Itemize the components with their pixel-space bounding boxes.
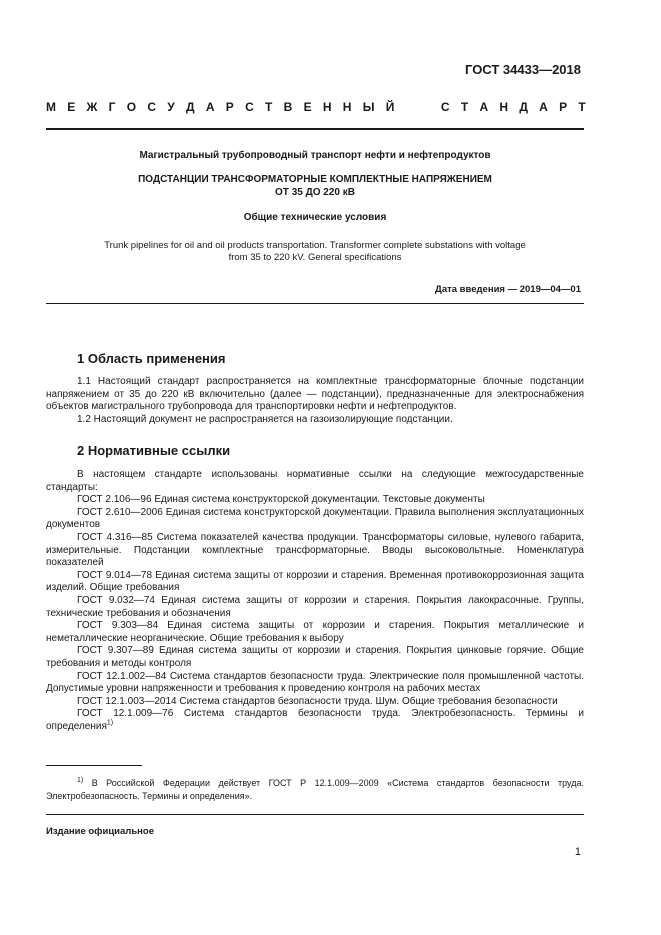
reference-text: ГОСТ 12.1.009—76 Система стандартов безопасности труда. Электробезопасность. Термины и определения: [46, 708, 584, 732]
subtitle: Общие технические условия: [243, 212, 387, 223]
heading-letter: С: [245, 100, 254, 114]
header-divider: [46, 128, 584, 130]
reference-item: ГОСТ 9.014—78 Единая система защиты от коррозии и старения. Временная противокоррозионная защита изделий. Общие требования: [46, 569, 584, 594]
main-title-line-b: ОТ 35 ДО 220 кВ: [275, 187, 355, 198]
footer-divider: [46, 814, 584, 815]
footnote-number: 1): [77, 777, 84, 784]
date-divider: [46, 303, 584, 304]
section-2-heading: 2 Нормативные ссылки: [77, 443, 231, 458]
reference-item: ГОСТ 2.106—96 Единая система конструкторской документации. Текстовые документы: [77, 494, 485, 506]
heading-letter: Н: [322, 100, 332, 114]
english-title-line-b: from 35 to 220 kV. General specifications: [228, 252, 402, 263]
reference-item: ГОСТ 4.316—85 Система показателей качества продукции. Трансформаторы силовые, нулевого габарита, измерительные. Подстанции комплектные трансформаторные. Вводы высоковольтные. Номенклатура показателей: [46, 531, 584, 569]
main-title: [46, 173, 584, 199]
heading-letter: А: [479, 100, 489, 114]
heading-letter: Т: [265, 100, 273, 114]
reference-item: ГОСТ 9.307—89 Единая система защиты от коррозии и старения. Покрытия цинковые горячие. Общие требования и методы контроля: [46, 645, 584, 669]
paragraph: 1.1 Настоящий стандарт распространяется на комплектные трансформаторные блочные подстанции напряжением от 35 до 220 кВ включительно (далее — подстанции), предназначенные для электроснабжения объектов магистрального трубопровода для транспортировки нефти и нефтепродуктов.: [46, 376, 584, 413]
title-line-1: Магистральный трубопроводный транспорт нефти и нефтепродуктов: [139, 150, 491, 161]
introduction-date: Дата введения — 2019—04—01: [435, 284, 581, 295]
document-code: ГОСТ 34433—2018: [465, 62, 581, 77]
paragraph: В настоящем стандарте использованы нормативные ссылки на следующие межгосударственные стандарты:: [46, 469, 584, 493]
paragraph: 1.2 Настоящий документ не распространяется на газоизолирующие подстанции.: [77, 413, 453, 425]
heading-letter: Р: [559, 100, 568, 114]
heading-letter: С: [147, 100, 157, 114]
section-1-heading: 1 Область применения: [77, 351, 226, 366]
footnote-divider: [46, 765, 142, 766]
page-number: 1: [574, 846, 581, 858]
reference-item: ГОСТ 9.303—84 Единая система защиты от коррозии и старения. Покрытия металлические и неметаллические неорганические. Общие требования к выбору: [46, 620, 584, 644]
main-title-line-a: ПОДСТАНЦИИ ТРАНСФОРМАТОРНЫЕ КОМПЛЕКТНЫЕ НАПРЯЖЕНИЕМ: [138, 174, 492, 185]
interstate-standard-heading: [46, 100, 586, 114]
footnote-marker[interactable]: 1): [106, 719, 114, 727]
heading-letter: А: [539, 100, 548, 114]
footnote: [46, 777, 584, 803]
heading-letter: Т: [460, 100, 469, 114]
reference-item: ГОСТ 9.032—74 Единая система защиты от коррозии и старения. Покрытия лакокрасочные. Группы, технические требования и обозначения: [46, 594, 584, 619]
heading-letter: Д: [186, 100, 195, 114]
reference-item: [46, 708, 584, 733]
heading-letter: Н: [499, 100, 509, 114]
english-title: [46, 240, 584, 264]
heading-letter: Й: [385, 100, 395, 114]
heading-letter: Н: [342, 100, 352, 114]
heading-letter: А: [205, 100, 215, 114]
heading-letter: М: [46, 100, 56, 114]
heading-letter: Г: [108, 100, 116, 114]
reference-item: ГОСТ 12.1.002—84 Система стандартов безопасности труда. Электрические поля промышленной частоты. Допустимые уровни напряженности и требования к проведению контроля на рабочих местах: [46, 670, 584, 695]
heading-letter: С: [440, 100, 450, 114]
reference-item: ГОСТ 12.1.003—2014 Система стандартов безопасности труда. Шум. Общие требования безопасности: [77, 695, 558, 707]
heading-letter: Т: [578, 100, 586, 114]
heading-letter: В: [283, 100, 293, 114]
section-1-body: [46, 376, 584, 426]
reference-item: ГОСТ 2.610—2006 Единая система конструкторской документации. Правила выполнения эксплуатационных документов: [46, 506, 584, 531]
edition-label: Издание официальное: [46, 826, 154, 837]
word-gap: [406, 100, 430, 114]
heading-letter: Е: [67, 100, 76, 114]
heading-letter: Ы: [362, 100, 375, 114]
heading-letter: Е: [303, 100, 312, 114]
heading-letter: У: [167, 100, 175, 114]
heading-letter: Д: [519, 100, 528, 114]
english-title-line-a: Trunk pipelines for oil and oil products transportation. Transformer complete substations with voltage: [104, 240, 526, 251]
heading-letter: Р: [225, 100, 234, 114]
heading-letter: О: [126, 100, 137, 114]
footnote-text: В Российской Федерации действует ГОСТ Р 12.1.009—2009 «Система стандартов безопасности труда. Электробезопасность. Термины и определения».: [46, 778, 584, 801]
section-2-body: [46, 469, 584, 733]
heading-letter: Ж: [86, 100, 98, 114]
